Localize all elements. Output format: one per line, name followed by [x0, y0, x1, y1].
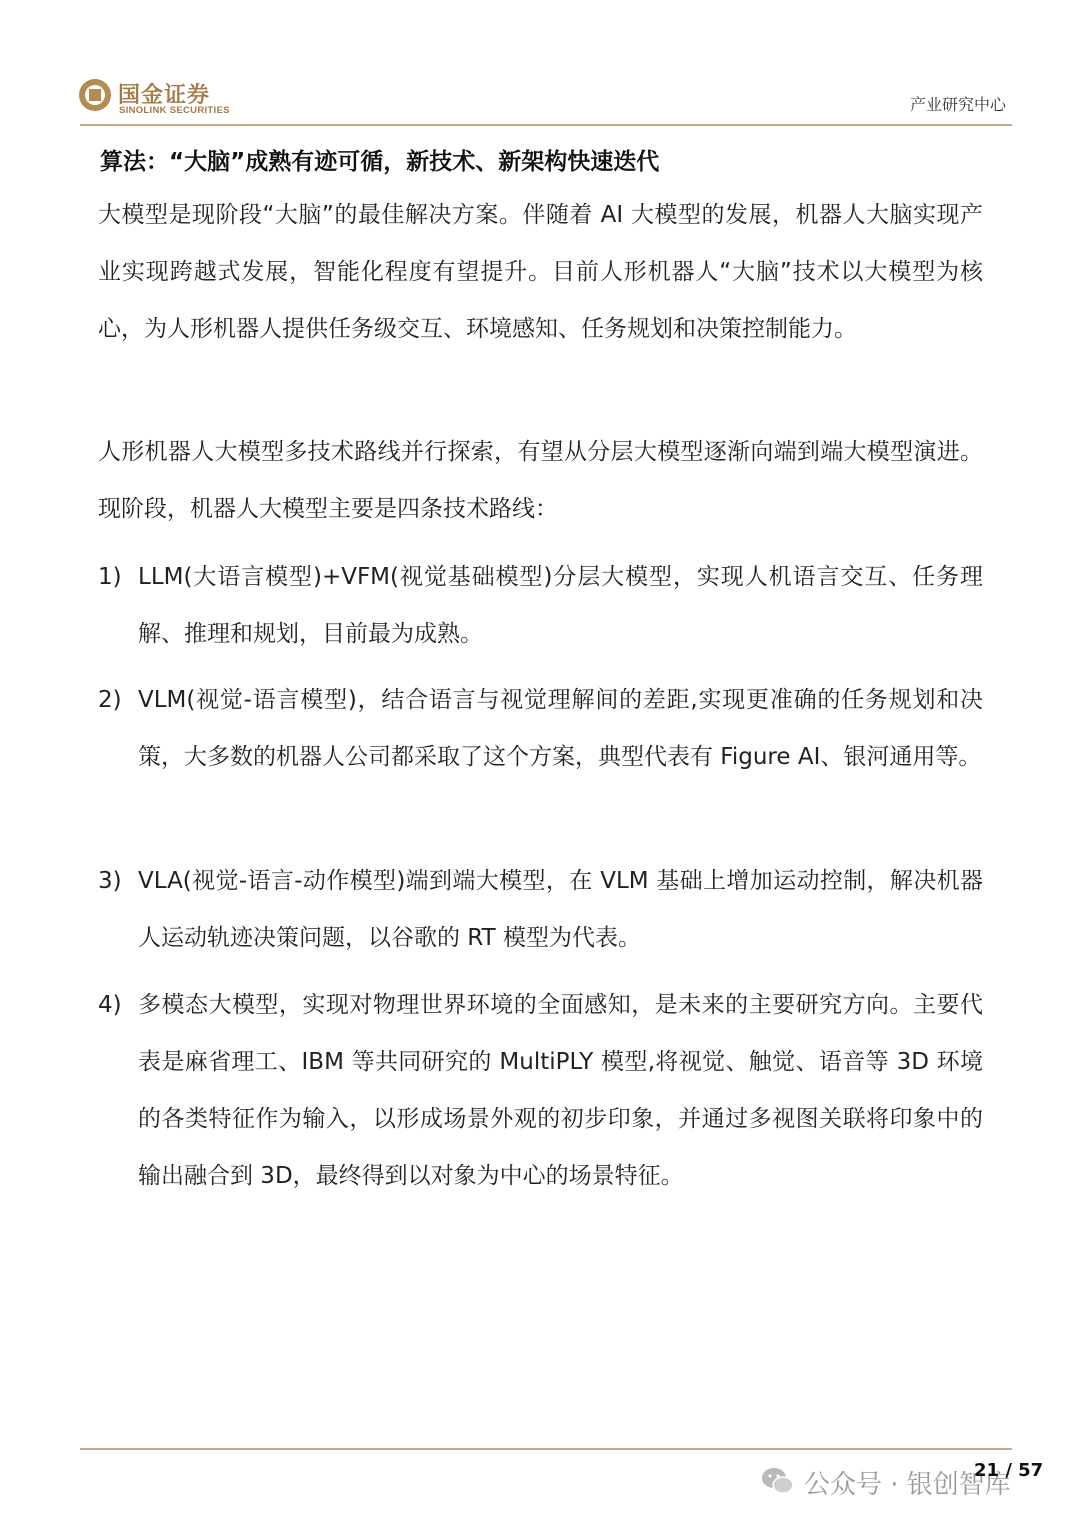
paragraph-1: 大模型是现阶段“大脑”的最佳解决方案。伴随着 AI 大模型的发展，机器人大脑实现产业实现跨越式发展，智能化程度有望提升。目前人形机器人“大脑”技术以大模型为核心，为人形机器人提供任务级交互、环境感知、任务规划和决策控制能力。: [98, 202, 983, 342]
logo-english-name: SINOLINK SECURITIES: [119, 105, 230, 116]
section-title: 算法：“大脑”成熟有迹可循，新技术、新架构快速迭代: [100, 149, 660, 175]
list-item-number: 3): [98, 868, 122, 894]
paragraph-2: 人形机器人大模型多技术路线并行探索，有望从分层大模型逐渐向端到端大模型演进。现阶段，机器人大模型主要是四条技术路线：: [98, 439, 983, 522]
logo-emblem-icon: [78, 78, 112, 112]
list-item: [98, 977, 983, 1205]
list-item: [98, 672, 983, 786]
header-divider: [80, 124, 1012, 126]
list-item-text: VLA(视觉-语言-动作模型)端到端大模型，在 VLM 基础上增加运动控制，解决机器人运动轨迹决策问题，以谷歌的 RT 模型为代表。: [138, 868, 983, 951]
list-item-text: LLM(大语言模型)+VFM(视觉基础模型)分层大模型，实现人机语言交互、任务理解、推理和规划，目前最为成熟。: [138, 564, 983, 647]
page-header: [0, 0, 1080, 130]
list-item-number: 1): [98, 564, 122, 590]
list-item-number: 2): [98, 687, 122, 713]
page-number: 21 / 57: [974, 1460, 1044, 1481]
company-logo: [78, 78, 298, 118]
watermark-text: 公众号 · 银创智库: [804, 1470, 1011, 1500]
footer-divider: [80, 1448, 1012, 1450]
list-item: [98, 853, 983, 967]
logo-chinese-name: 国金证券: [118, 83, 211, 108]
department-label: 产业研究中心: [909, 95, 1006, 114]
list-item-number: 4): [98, 992, 122, 1018]
list-item-text: VLM(视觉-语言模型)，结合语言与视觉理解间的差距,实现更准确的任务规划和决策，大多数的机器人公司都采取了这个方案，典型代表有 Figure AI、银河通用等。: [138, 687, 983, 770]
list-item-text: 多模态大模型，实现对物理世界环境的全面感知，是未来的主要研究方向。主要代表是麻省理工、IBM 等共同研究的 MultiPLY 模型,将视觉、触觉、语音等 3D 环境的各类特征作为输入，以形成场景外观的初步印象，并通过多视图关联将印象中的输出融合到 3D，最终得到以对象为中心的场景特征。: [138, 992, 983, 1189]
wechat-icon: [760, 1466, 796, 1496]
list-item: [98, 549, 983, 663]
